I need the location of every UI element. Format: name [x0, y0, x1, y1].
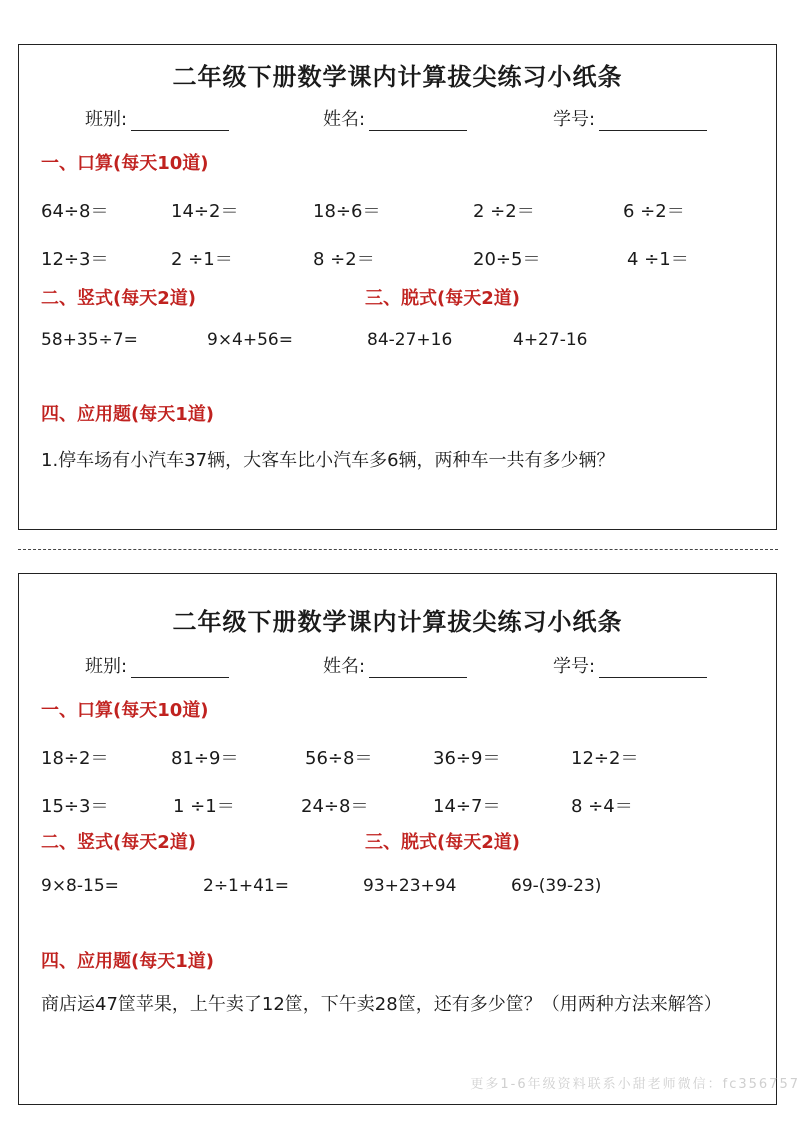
oral-problem: 12÷3＝ — [41, 249, 109, 270]
oral-problem: 36÷9＝ — [433, 748, 501, 769]
student-id-label: 学号: — [553, 109, 596, 130]
slip-title: 二年级下册数学课内计算拔尖练习小纸条 — [172, 63, 623, 91]
oral-problem: 64÷8＝ — [41, 201, 109, 222]
name-field[interactable] — [323, 652, 467, 678]
step-problem: 4+27-16 — [513, 330, 588, 350]
vertical-calc-heading: 二、竖式(每天2道) — [41, 288, 196, 309]
oral-problem: 18÷6＝ — [313, 201, 381, 222]
class-label: 班别: — [85, 656, 128, 677]
oral-problem: 81÷9＝ — [171, 748, 239, 769]
oral-calc-heading: 一、口算(每天10道) — [41, 153, 209, 174]
oral-problem: 12÷2＝ — [571, 748, 639, 769]
step-calc-heading: 三、脱式(每天2道) — [365, 832, 520, 853]
student-info-row — [19, 652, 776, 682]
oral-problem: 4 ÷1＝ — [627, 249, 689, 270]
oral-problem: 8 ÷4＝ — [571, 796, 633, 817]
vertical-calc-heading: 二、竖式(每天2道) — [41, 832, 196, 853]
class-label: 班别: — [85, 109, 128, 130]
name-label: 姓名: — [323, 656, 366, 677]
oral-problem: 56÷8＝ — [305, 748, 373, 769]
name-blank[interactable] — [369, 659, 467, 678]
oral-problem: 14÷7＝ — [433, 796, 501, 817]
practice-slip-1 — [18, 44, 777, 530]
class-blank[interactable] — [131, 112, 229, 131]
oral-problem: 14÷2＝ — [171, 201, 239, 222]
vertical-problem: 9×4+56= — [207, 330, 293, 350]
class-field[interactable] — [85, 105, 229, 131]
student-id-label: 学号: — [553, 656, 596, 677]
step-problem: 93+23+94 — [363, 876, 457, 896]
name-blank[interactable] — [369, 112, 467, 131]
class-field[interactable] — [85, 652, 229, 678]
name-field[interactable] — [323, 105, 467, 131]
student-id-field[interactable] — [553, 652, 707, 678]
vertical-problem: 9×8-15= — [41, 876, 119, 896]
watermark: 更多1-6年级资料联系小甜老师微信：fc356757 — [470, 1077, 800, 1092]
step-problem: 69-(39-23) — [511, 876, 602, 896]
vertical-problem: 58+35÷7= — [41, 330, 138, 350]
name-label: 姓名: — [323, 109, 366, 130]
oral-calc-row — [19, 197, 776, 223]
oral-calc-row — [19, 245, 776, 271]
step-calc-heading: 三、脱式(每天2道) — [365, 288, 520, 309]
oral-problem: 20÷5＝ — [473, 249, 541, 270]
oral-problem: 2 ÷1＝ — [171, 249, 233, 270]
cut-line — [18, 549, 778, 550]
oral-problem: 18÷2＝ — [41, 748, 109, 769]
student-id-blank[interactable] — [599, 659, 707, 678]
step-problem: 84-27+16 — [367, 330, 453, 350]
practice-slip-2 — [18, 573, 777, 1105]
class-blank[interactable] — [131, 659, 229, 678]
student-id-field[interactable] — [553, 105, 707, 131]
oral-problem: 8 ÷2＝ — [313, 249, 375, 270]
word-problem-heading: 四、应用题(每天1道) — [41, 951, 214, 972]
word-problem-text: 商店运47筐苹果，上午卖了12筐，下午卖28筐，还有多少筐？（用两种方法来解答） — [41, 994, 722, 1015]
word-problem-heading: 四、应用题(每天1道) — [41, 404, 214, 425]
oral-calc-row — [19, 744, 776, 770]
oral-calc-row — [19, 792, 776, 818]
oral-calc-heading: 一、口算(每天10道) — [41, 700, 209, 721]
oral-problem: 2 ÷2＝ — [473, 201, 535, 222]
student-id-blank[interactable] — [599, 112, 707, 131]
oral-problem: 15÷3＝ — [41, 796, 109, 817]
word-problem-text: 1.停车场有小汽车37辆，大客车比小汽车多6辆，两种车一共有多少辆？ — [41, 450, 615, 471]
vertical-problem: 2÷1+41= — [203, 876, 289, 896]
oral-problem: 1 ÷1＝ — [173, 796, 235, 817]
oral-problem: 6 ÷2＝ — [623, 201, 685, 222]
slip-title: 二年级下册数学课内计算拔尖练习小纸条 — [172, 608, 623, 636]
student-info-row — [19, 105, 776, 135]
oral-problem: 24÷8＝ — [301, 796, 369, 817]
